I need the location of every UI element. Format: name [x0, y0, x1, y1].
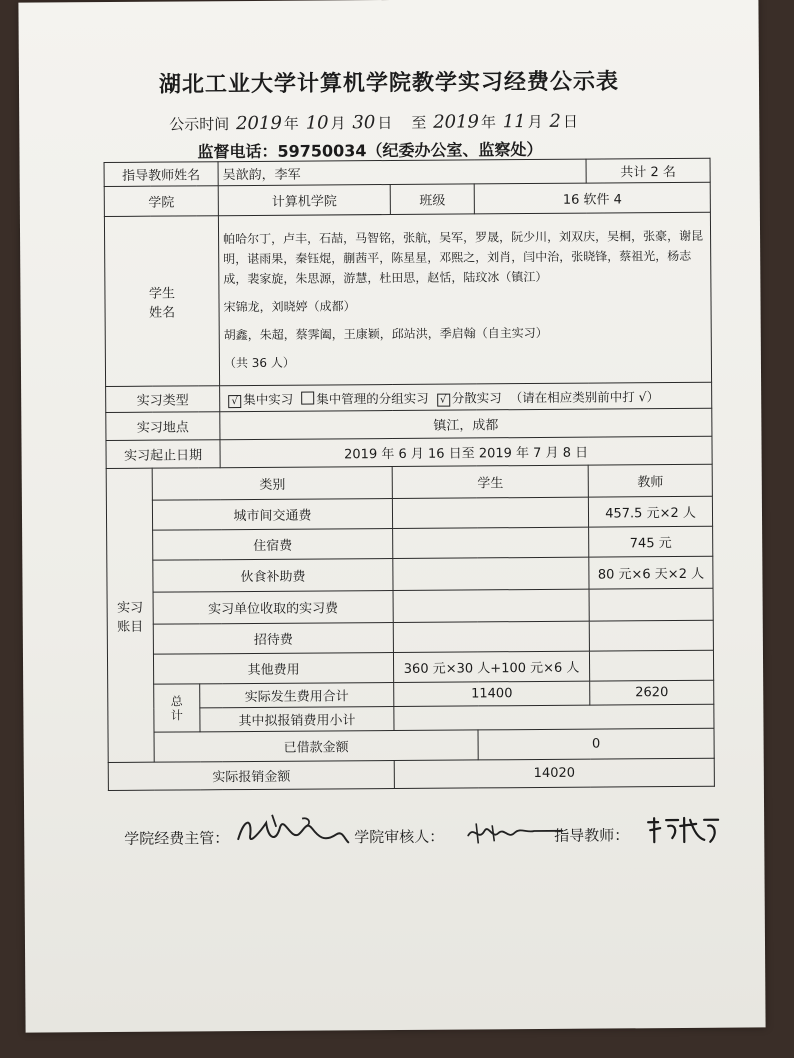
account-student: [393, 621, 589, 652]
reimbursed-value: 14020: [394, 758, 714, 788]
students-row: [104, 212, 711, 386]
checkbox-dispersed[interactable]: √: [437, 393, 450, 406]
document-paper: [18, 0, 765, 1033]
account-teacher: 457.5 元×2 人: [588, 496, 712, 527]
start-month: 10: [305, 112, 329, 134]
actual-total-label: 实际发生费用合计: [200, 682, 394, 707]
total-label: 总 计: [154, 684, 200, 732]
end-day: 2: [549, 110, 562, 132]
to-word: 至: [411, 113, 427, 132]
publicity-prefix: 公示时间: [169, 115, 230, 134]
finance-signature: [232, 808, 352, 853]
student-group-chengdu: 宋锦龙，刘晓婷（成都）: [223, 298, 356, 314]
account-teacher: [589, 650, 713, 681]
account-name: 伙食补助费: [153, 558, 393, 592]
month-char: 月: [330, 114, 346, 133]
end-month: 11: [502, 111, 526, 133]
accounts-side-label: 实习 账目: [106, 468, 154, 762]
account-name: 住宿费: [153, 528, 393, 560]
expense-table: [104, 158, 715, 791]
checkbox-centralized[interactable]: √: [228, 395, 241, 408]
day-char: 日: [377, 113, 393, 133]
account-student: [393, 589, 589, 622]
account-name: 其他费用: [153, 652, 393, 684]
start-day: 30: [352, 112, 376, 134]
account-name: 城市间交通费: [152, 498, 392, 530]
reviewer-label: 学院审核人：: [354, 827, 445, 847]
account-row: [106, 496, 712, 530]
account-name: 实习单位收取的实习费: [153, 590, 393, 624]
opt-group: 集中管理的分组实习: [316, 390, 429, 407]
teacher-sign-label: 指导教师：: [554, 826, 630, 845]
location-row: [106, 408, 712, 440]
signature-row: [124, 824, 744, 848]
account-student: [393, 557, 589, 590]
account-student: [392, 497, 588, 528]
class-label: 班级: [390, 184, 474, 215]
accounts-header-row: [106, 464, 712, 500]
header-student: 学生: [392, 465, 588, 498]
account-row: [107, 556, 713, 592]
borrowed-label: 已借款金额: [154, 730, 478, 762]
teacher-label: 指导教师姓名: [104, 162, 218, 187]
account-teacher: 745 元: [589, 526, 713, 557]
publicity-time: [169, 111, 578, 135]
reviewer-signature: [464, 819, 564, 848]
college-row: [104, 182, 710, 216]
actual-total-teacher: 2620: [590, 680, 714, 705]
account-teacher: 80 元×6 天×2 人: [589, 556, 713, 589]
students-label: 学生 姓名: [104, 216, 219, 387]
day-char: 日: [562, 112, 579, 131]
teacher-total: 共计 2 名: [586, 158, 710, 183]
account-teacher: [589, 588, 713, 621]
supervision-phone: 监督电话：59750034（纪委办公室、监察处）: [197, 139, 543, 162]
student-group-self: 胡鑫，朱超，蔡霁阖，王康颖，邱站洪，季启翰（自主实习）: [223, 325, 548, 342]
opt-dispersed: 分散实习: [451, 389, 502, 406]
borrowed-row: [108, 728, 714, 762]
location-label: 实习地点: [106, 412, 220, 441]
start-year: 2019: [235, 112, 282, 135]
finance-label: 学院经费主管：: [124, 829, 230, 848]
teacher-names: 吴歆韵，李军: [218, 159, 586, 186]
header-category: 类别: [152, 466, 392, 500]
account-teacher: [589, 620, 713, 651]
college-value: 计算机学院: [218, 185, 390, 216]
reimburse-sub-value: [394, 704, 714, 730]
header-teacher: 教师: [588, 464, 712, 497]
student-group-zhenjiang: 帕哈尔丁，卢丰，石喆，马智铭，张航，吴军，罗晟，阮少川，刘双庆，吴桐，张豪，谢昆明，谌雨果，秦钰焜，蒯茜平，陈星星，邓熙之，刘肖，闫中治，张晓锋，蔡祖光，杨志成，裴家旋，朱思源，游慧，杜田思，赵恬，陆玟冰（镇江）: [223, 228, 704, 286]
dates-label: 实习起止日期: [106, 440, 220, 469]
reimbursed-row: [108, 758, 714, 790]
account-name: 招待费: [153, 622, 393, 654]
dates-value: 2019 年 6 月 16 日至 2019 年 7 月 8 日: [220, 436, 712, 467]
reimburse-sub-label: 其中拟报销费用小计: [200, 706, 394, 731]
teacher-signature: [644, 812, 724, 847]
actual-total-student: 11400: [394, 681, 590, 706]
end-year: 2019: [433, 111, 480, 133]
intern-type-options: [220, 382, 712, 411]
students-list: [218, 212, 711, 385]
student-count: （共 36 人）: [223, 355, 295, 370]
location-value: 镇江，成都: [220, 408, 712, 439]
account-row: [107, 620, 713, 654]
year-char: 年: [283, 114, 299, 133]
page-title: 湖北工业大学计算机学院教学实习经费公示表: [158, 69, 620, 98]
account-row: [107, 526, 713, 560]
account-row: [107, 650, 713, 684]
college-label: 学院: [104, 186, 218, 217]
year-char: 年: [480, 113, 497, 132]
opt-centralized: 集中实习: [243, 391, 294, 407]
borrowed-value: 0: [478, 728, 714, 760]
account-student: 360 元×30 人+100 元×6 人: [393, 651, 589, 682]
dates-row: [106, 436, 712, 468]
account-row: [107, 588, 713, 624]
class-value: 16 软件 4: [474, 182, 710, 214]
account-student: [393, 527, 589, 558]
reimbursed-label: 实际报销金额: [108, 760, 394, 790]
intern-type-label: 实习类型: [106, 386, 220, 413]
month-char: 月: [527, 112, 543, 132]
checkbox-group[interactable]: [301, 391, 314, 404]
intern-type-note: （请在相应类别前中打 √）: [509, 388, 660, 405]
